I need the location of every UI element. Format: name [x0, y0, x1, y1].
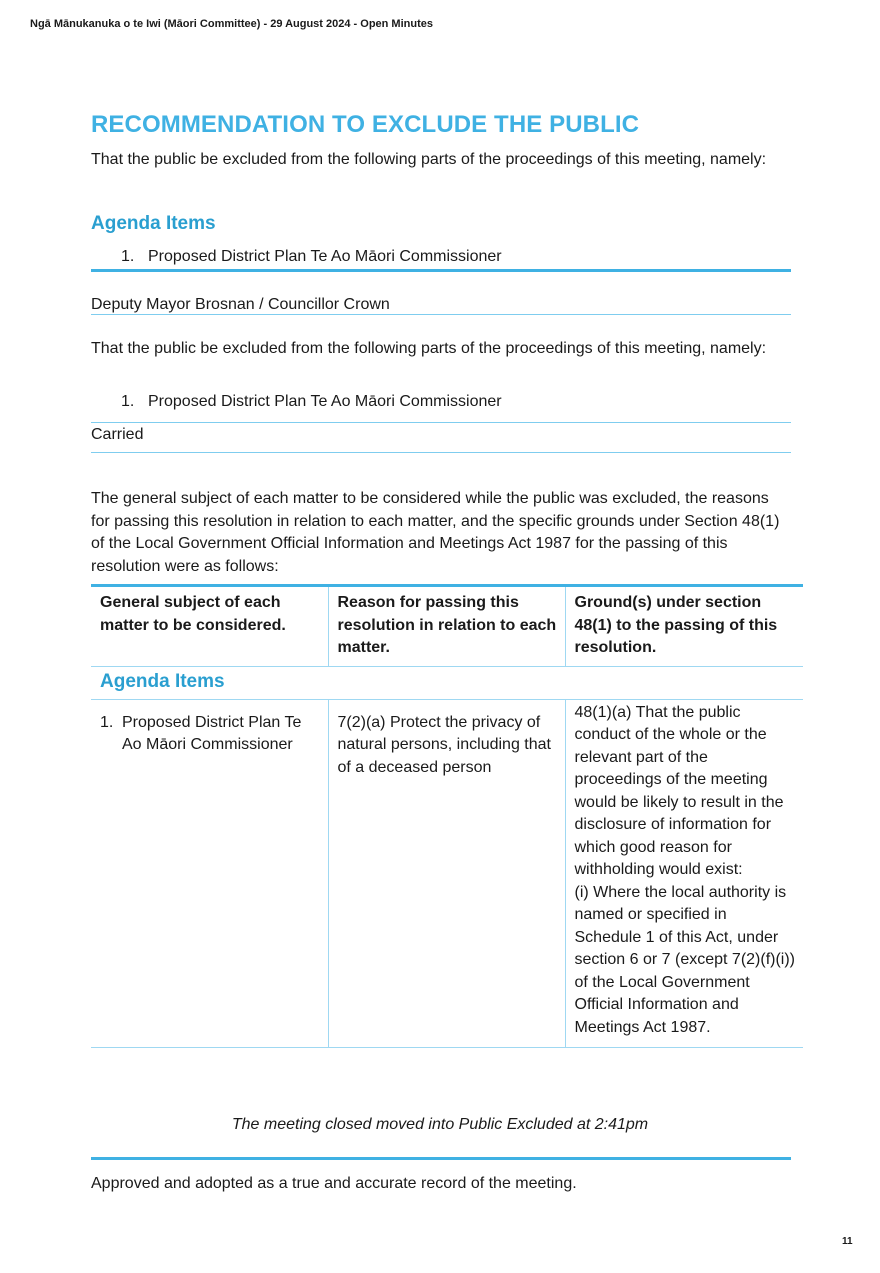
table-header-row: [91, 586, 803, 667]
resolution-text: That the public be excluded from the following parts of the proceedings of this meeting, namely:: [91, 340, 767, 357]
table-group-label: Agenda Items: [91, 666, 803, 699]
running-header: Ngā Mānukanuka o te Iwi (Māori Committee) - 29 August 2024 - Open Minutes: [30, 18, 433, 30]
intro-paragraph: That the public be excluded from the following parts of the proceedings of this meeting, namely:: [91, 151, 767, 168]
row-reason: 7(2)(a) Protect the privacy of natural persons, including that of a deceased person: [328, 699, 565, 1048]
grounds-intro: The general subject of each matter to be considered while the public was excluded, the reasons for passing this resolution in relation to each matter, and the specific grounds under Section 48(1) of the Local Government Official Information and Meetings Act 1987 for the passing of this resolution were as follows:: [91, 490, 780, 575]
exclusion-grounds-table: [91, 584, 803, 1048]
approval-statement: Approved and adopted as a true and accurate record of the meeting.: [91, 1175, 577, 1192]
closing-note: The meeting closed moved into Public Excluded at 2:41pm: [231, 1116, 649, 1133]
row-ground-1: 48(1)(a) That the public conduct of the whole or the relevant part of the proceedings of the meeting would be likely to result in the disclosure of information for which good reason for withholding would exist:: [574, 703, 784, 878]
agenda-item-text: Proposed District Plan Te Ao Māori Commissioner: [148, 248, 502, 265]
agenda-item: [121, 246, 502, 268]
table-group-row: [91, 666, 803, 699]
row-subject-cell: [91, 699, 328, 1048]
row-ground-cell: [565, 699, 803, 1048]
table-row: [91, 699, 803, 1048]
row-subject: Proposed District Plan Te Ao Māori Commissioner: [122, 713, 302, 753]
header-reason: Reason for passing this resolution in relation to each matter.: [328, 586, 565, 667]
header-ground: Ground(s) under section 48(1) to the passing of this resolution.: [565, 586, 803, 667]
resolution-item: [121, 391, 502, 413]
row-number: 1.: [100, 713, 114, 731]
agenda-divider: [91, 269, 791, 272]
agenda-heading: Agenda Items: [91, 213, 216, 234]
agenda-item-number: 1.: [121, 248, 135, 265]
resolution-divider: [91, 422, 791, 423]
header-subject: General subject of each matter to be considered.: [100, 594, 286, 634]
closing-divider: [91, 1157, 791, 1160]
resolution-item-text: Proposed District Plan Te Ao Māori Commissioner: [148, 393, 502, 410]
status-divider: [91, 452, 791, 453]
section-title: RECOMMENDATION TO EXCLUDE THE PUBLIC: [91, 111, 640, 138]
resolution-status: Carried: [91, 426, 144, 443]
movers-divider: [91, 314, 791, 315]
resolution-item-number: 1.: [121, 393, 135, 410]
page-number: 11: [842, 1236, 853, 1247]
movers: Deputy Mayor Brosnan / Councillor Crown: [91, 296, 390, 313]
row-ground-2: (i) Where the local authority is named or specified in Schedule 1 of this Act, under section 6 or 7 (except 7(2)(f)(i)) of the Local Government Official Information and Meetings Act 1987.: [574, 883, 796, 1036]
